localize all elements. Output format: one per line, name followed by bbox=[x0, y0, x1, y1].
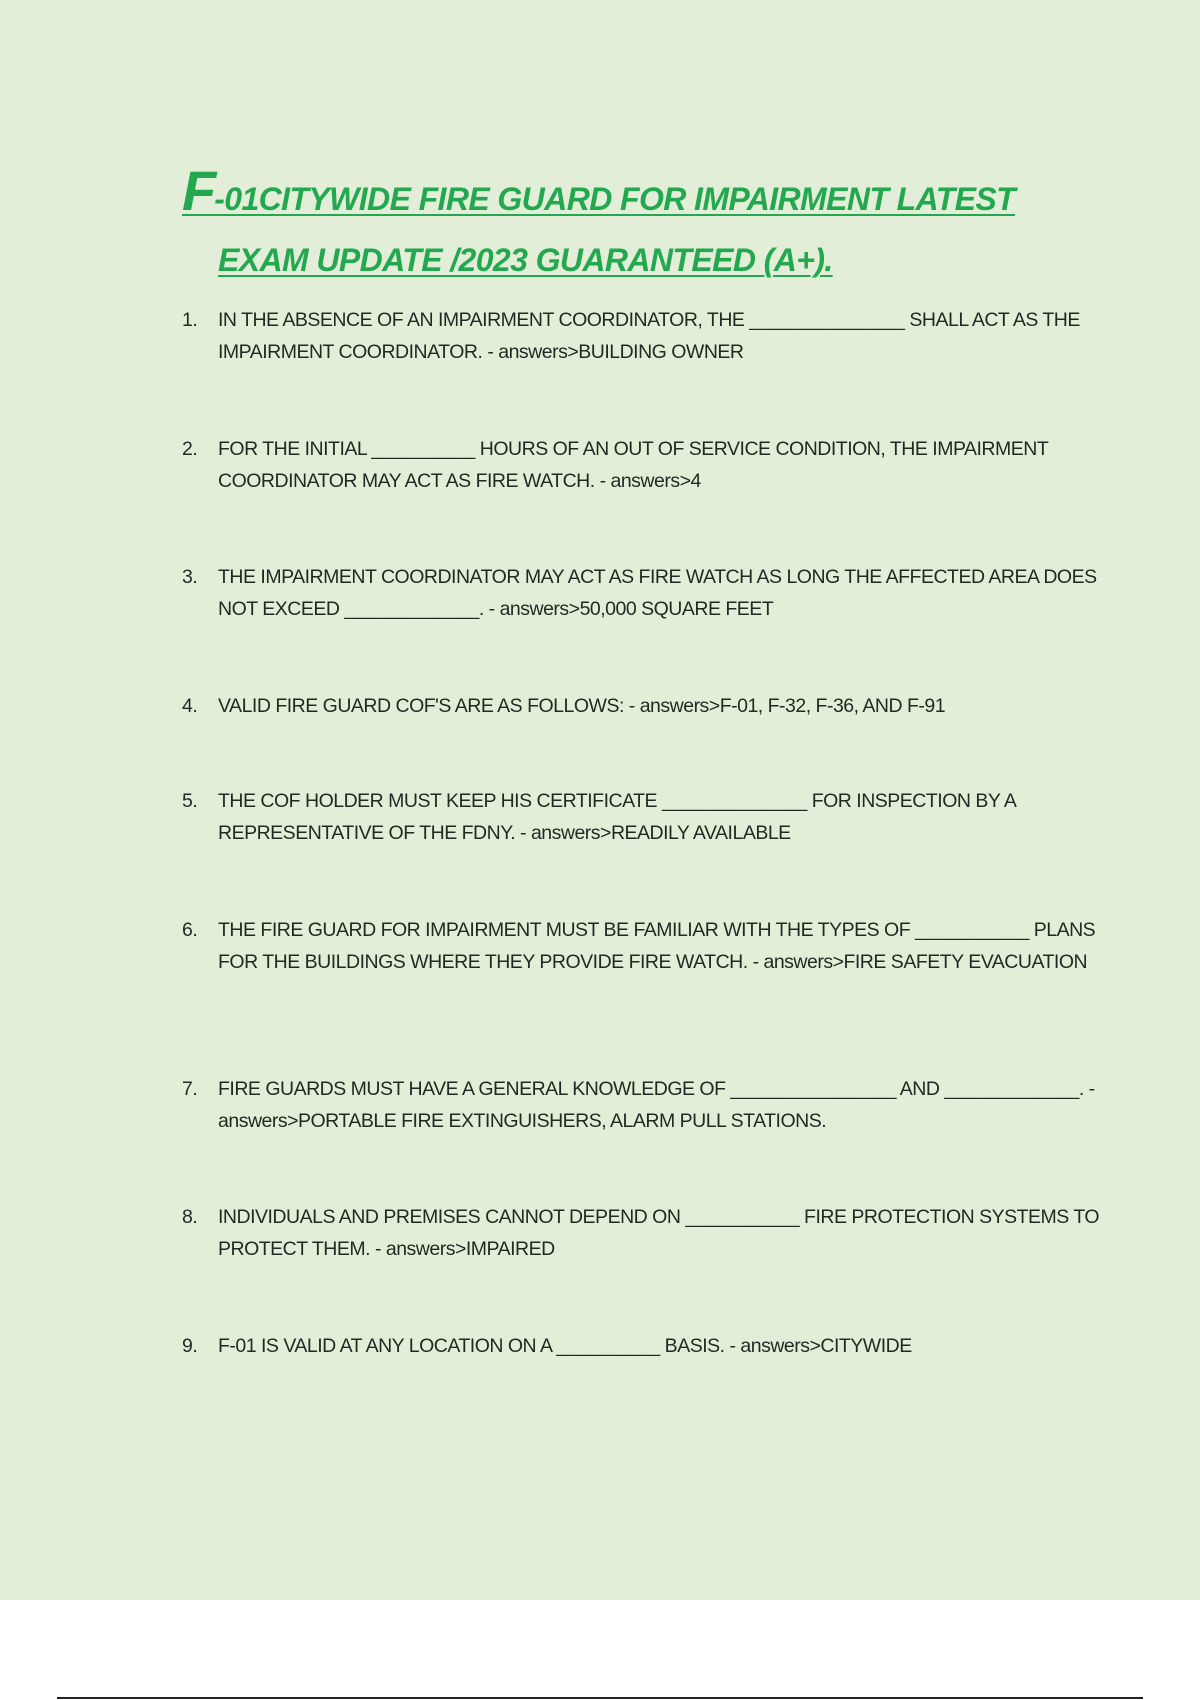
question-item bbox=[182, 561, 1102, 625]
question-item bbox=[182, 433, 1102, 497]
question-number: 8. bbox=[182, 1206, 198, 1228]
question-text: FOR THE INITIAL __________ HOURS OF AN OUT OF SERVICE CONDITION, THE IMPAIRMENT COORDINATOR MAY ACT AS FIRE WATCH. - answers>4 bbox=[218, 438, 1048, 492]
page-title bbox=[182, 160, 1102, 291]
question-text: THE IMPAIRMENT COORDINATOR MAY ACT AS FIRE WATCH AS LONG THE AFFECTED AREA DOES NOT EXCEED _____________. - answers>50,000 SQUARE FEET bbox=[218, 566, 1097, 620]
question-text: INDIVIDUALS AND PREMISES CANNOT DEPEND ON ___________ FIRE PROTECTION SYSTEMS TO PROTECT THEM. - answers>IMPAIRED bbox=[218, 1206, 1100, 1260]
question-item bbox=[182, 1073, 1102, 1137]
question-text: IN THE ABSENCE OF AN IMPAIRMENT COORDINATOR, THE _______________ SHALL ACT AS THE IMPAIRMENT COORDINATOR. - answers>BUILDING OWNER bbox=[218, 309, 1080, 363]
question-number: 7. bbox=[182, 1078, 198, 1100]
question-item bbox=[182, 1201, 1102, 1265]
question-text: F-01 IS VALID AT ANY LOCATION ON A __________ BASIS. - answers>CITYWIDE bbox=[218, 1335, 912, 1357]
question-item bbox=[182, 914, 1102, 978]
question-item bbox=[182, 785, 1102, 849]
question-number: 2. bbox=[182, 438, 198, 460]
title-line-1 bbox=[182, 160, 1102, 230]
title-initial: F bbox=[182, 159, 215, 222]
question-number: 1. bbox=[182, 309, 198, 331]
title-line-2 bbox=[182, 230, 1102, 291]
question-number: 9. bbox=[182, 1335, 198, 1357]
question-item bbox=[182, 304, 1102, 368]
question-item bbox=[182, 1330, 1102, 1362]
question-number: 3. bbox=[182, 566, 198, 588]
question-text: THE COF HOLDER MUST KEEP HIS CERTIFICATE ______________ FOR INSPECTION BY A REPRESENTATIVE OF THE FDNY. - answers>READILY AVAILABLE bbox=[218, 790, 1016, 844]
question-text: FIRE GUARDS MUST HAVE A GENERAL KNOWLEDGE OF ________________ AND _____________. - answers>PORTABLE FIRE EXTINGUISHERS, ALARM PULL STATIONS. bbox=[218, 1078, 1095, 1132]
question-text: THE FIRE GUARD FOR IMPAIRMENT MUST BE FAMILIAR WITH THE TYPES OF ___________ PLANS FOR THE BUILDINGS WHERE THEY PROVIDE FIRE WATCH. - answers>FIRE SAFETY EVACUATION bbox=[218, 919, 1096, 973]
question-text: VALID FIRE GUARD COF'S ARE AS FOLLOWS: - answers>F-01, F-32, F-36, AND F-91 bbox=[218, 695, 946, 717]
question-number: 4. bbox=[182, 695, 198, 717]
title-line-2-text: EXAM UPDATE /2023 GUARANTEED (A+). bbox=[218, 242, 833, 278]
title-line-1-text: -01CITYWIDE FIRE GUARD FOR IMPAIRMENT LATEST bbox=[214, 181, 1016, 217]
question-item bbox=[182, 690, 1102, 722]
question-number: 5. bbox=[182, 790, 198, 812]
footer-divider bbox=[57, 1697, 1143, 1699]
question-number: 6. bbox=[182, 919, 198, 941]
